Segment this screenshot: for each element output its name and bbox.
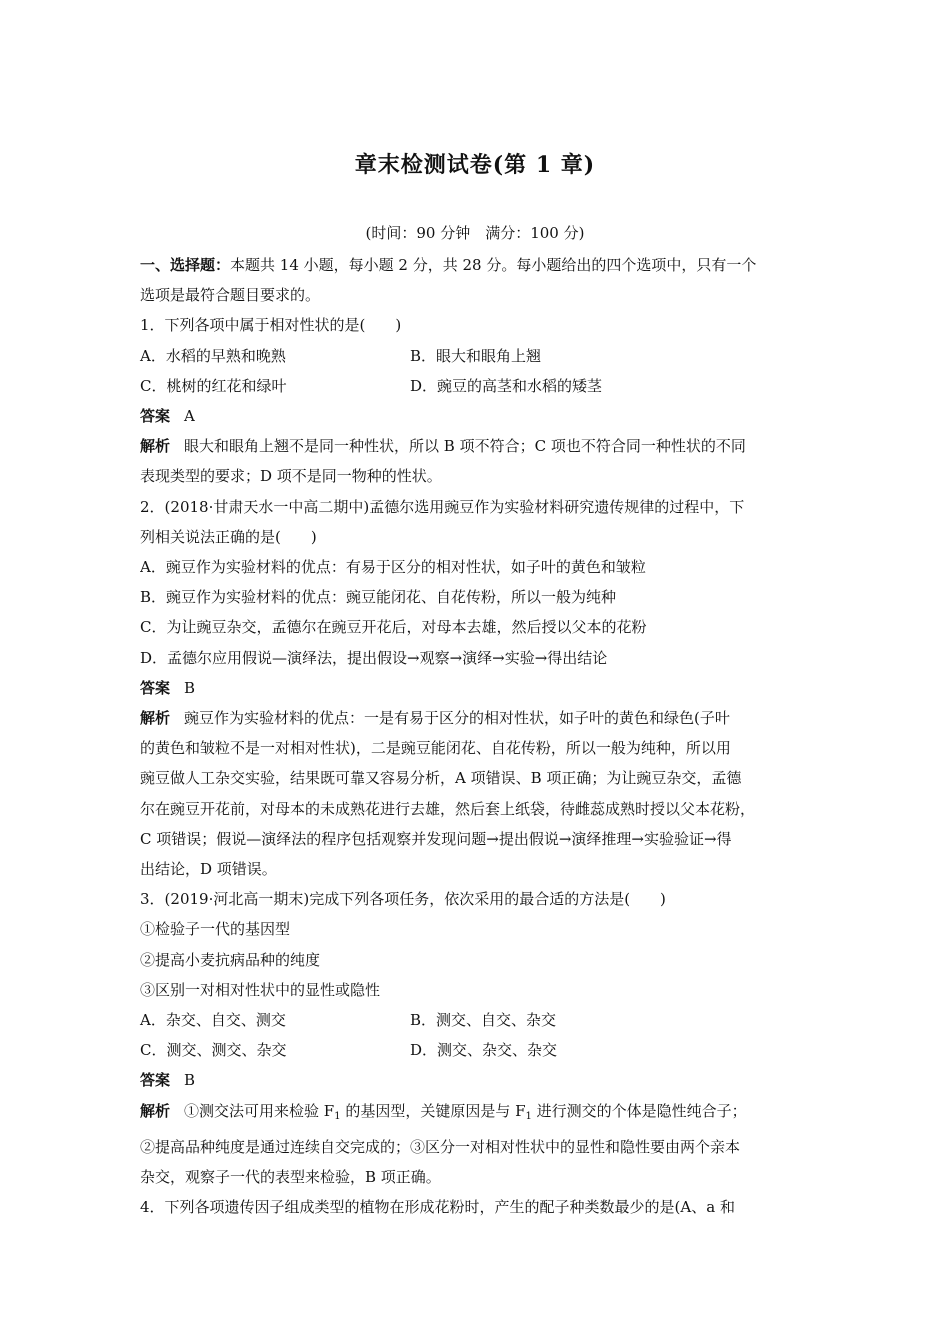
option-a: A．水稻的早熟和晚熟: [140, 346, 286, 365]
option-c: C．为让豌豆杂交，孟德尔在豌豆开花后，对母本去雄，然后授以父本的花粉: [140, 618, 647, 637]
explanation-line: 杂交，观察子一代的表型来检验，B 项正确。: [140, 1168, 441, 1187]
explanation-text: 眼大和眼角上翘不是同一种性状，所以 B 项不符合；C 项也不符合同一种性状的不同: [184, 437, 746, 456]
options-row: [140, 341, 812, 371]
explanation-line: 的黄色和皱粒不是一对相对性状)，二是豌豆能闭花、自花传粉，所以一般为纯种，所以用: [140, 739, 731, 758]
section-heading: 一、选择题：: [140, 256, 231, 274]
option-a: A．豌豆作为实验材料的优点：有易于区分的相对性状，如子叶的黄色和皱粒: [140, 558, 646, 577]
answer-line: [140, 401, 812, 431]
option-c: C．测交、测交、杂交: [140, 1041, 287, 1060]
option-c: C．桃树的红花和绿叶: [140, 376, 287, 395]
explanation-text: 进行测交的个体是隐性纯合子；: [531, 1101, 747, 1120]
answer-label: 答案: [140, 1071, 171, 1090]
options-row: [140, 1035, 812, 1065]
option-b: B．眼大和眼角上翘: [410, 346, 542, 365]
option-b: B．测交、自交、杂交: [410, 1011, 557, 1030]
question-stem: 列相关说法正确的是( ): [140, 527, 317, 546]
explanation-line: [140, 1096, 812, 1132]
option-a: A．杂交、自交、测交: [140, 1011, 286, 1030]
explanation-label: 解析: [140, 437, 171, 456]
explanation-text: ①测交法可用来检验 F: [184, 1101, 335, 1120]
option-b: B．豌豆作为实验材料的优点：豌豆能闭花、自花传粉，所以一般为纯种: [140, 588, 617, 607]
section-intro-text: 本题共 14 小题，每小题 2 分，共 28 分。每小题给出的四个选项中，只有一个: [230, 256, 757, 274]
question-stem: 3．(2019·河北高一期末)完成下列各项任务，依次采用的最合适的方法是( ): [140, 890, 666, 909]
explanation-text: 的基因型，关键原因是与 F: [340, 1101, 526, 1120]
explanation-line: ②提高品种纯度是通过连续自交完成的；③区分一对相对性状中的显性和隐性要由两个亲本: [140, 1137, 741, 1156]
explanation-text: 豌豆作为实验材料的优点：一是有易于区分的相对性状，如子叶的黄色和绿色(子叶: [184, 709, 730, 728]
option-d: D．孟德尔应用假说—演绎法，提出假设→观察→演绎→实验→得出结论: [140, 648, 608, 667]
explanation-line: [140, 431, 812, 461]
answer-value: B: [184, 1071, 196, 1090]
answer-value: A: [184, 407, 195, 426]
question-stem: 1．下列各项中属于相对性状的是( ): [140, 316, 402, 335]
explanation-label: 解析: [140, 709, 171, 728]
answer-value: B: [184, 678, 196, 697]
options-row: [140, 371, 812, 401]
question-1: [140, 310, 812, 491]
task-item: ②提高小麦抗病品种的纯度: [140, 950, 321, 969]
explanation-line: 表现类型的要求；D 项不是同一物种的性状。: [140, 467, 442, 486]
subscript: 1: [525, 1110, 532, 1122]
answer-label: 答案: [140, 407, 171, 426]
section-intro-line: 选项是最符合题目要求的。: [140, 286, 321, 305]
explanation-label: 解析: [140, 1101, 171, 1120]
explanation-line: C 项错误；假说—演绎法的程序包括观察并发现问题→提出假说→演绎推理→实验验证→得: [140, 829, 732, 848]
options-row: [140, 1005, 812, 1035]
answer-label: 答案: [140, 678, 171, 697]
question-3: [140, 884, 812, 1192]
subscript: 1: [334, 1110, 341, 1122]
question-4: [140, 1192, 812, 1222]
explanation-line: 豌豆做人工杂交实验，结果既可靠又容易分析，A 项错误、B 项正确；为让豌豆杂交，孟德: [140, 769, 742, 788]
document-body: [140, 250, 812, 1223]
task-item: ①检验子一代的基因型: [140, 920, 291, 939]
explanation-line: [140, 703, 812, 733]
task-item: ③区别一对相对性状中的显性或隐性: [140, 980, 381, 999]
exam-info: (时间：90 分钟 满分：100 分): [365, 224, 585, 242]
option-d: D．豌豆的高茎和水稻的矮茎: [410, 376, 603, 395]
section-intro-line: [140, 250, 812, 280]
answer-line: [140, 1065, 812, 1095]
page-title: 章末检测试卷(第 1 章): [354, 152, 596, 178]
question-2: [140, 492, 812, 885]
explanation-line: 出结论，D 项错误。: [140, 860, 277, 879]
question-stem: 2．(2018·甘肃天水一中高二期中)孟德尔选用豌豆作为实验材料研究遗传规律的过程中，下: [140, 497, 745, 516]
answer-line: [140, 673, 812, 703]
question-stem: 4．下列各项遗传因子组成类型的植物在形成花粉时，产生的配子种类数最少的是(A、a 和: [140, 1198, 735, 1217]
option-d: D．测交、杂交、杂交: [410, 1041, 558, 1060]
explanation-line: 尔在豌豆开花前，对母本的未成熟花进行去雄，然后套上纸袋，待雌蕊成熟时授以父本花粉，: [140, 799, 756, 818]
